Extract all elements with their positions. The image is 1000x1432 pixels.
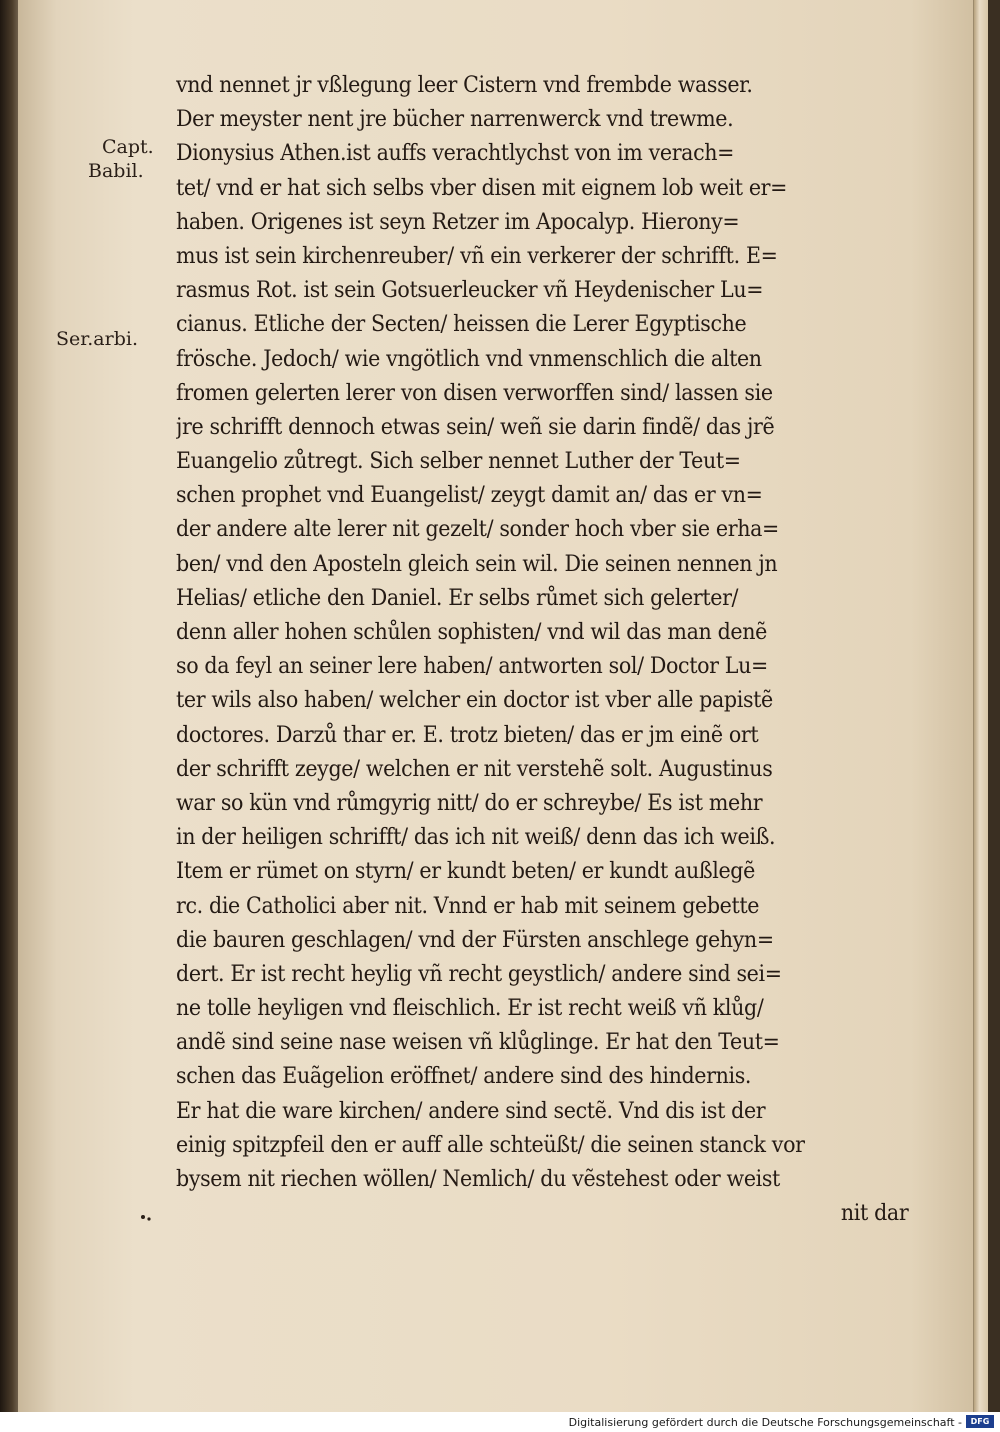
funding-note: Digitalisierung gefördert durch die Deutsche Forschungsgemeinschaft - — [568, 1416, 962, 1429]
text-line: mus ist sein kirchenreuber/ vñ ein verkerer der schrifft. E= — [176, 242, 778, 269]
margin-note: Babil. — [88, 160, 144, 182]
text-line: vnd nennet jr vßlegung leer Cistern vnd frembde wasser. — [176, 72, 753, 98]
text-line: der andere alte lerer nit gezelt/ sonder hoch vber sie erha= — [176, 516, 779, 543]
footer-bar — [0, 1412, 1000, 1432]
margin-note: Ser.arbi. — [56, 328, 138, 350]
book-spine-shadow — [0, 0, 20, 1412]
text-line: bysem nit riechen wöllen/ Nemlich/ du vẽstehest oder weist — [176, 1166, 780, 1192]
text-line: jre schrifft dennoch etwas sein/ weñ sie darin findẽ/ das jrẽ — [176, 413, 775, 440]
dfg-logo: DFG — [966, 1415, 994, 1428]
text-line: nit dar — [840, 1200, 909, 1227]
text-line: der schrifft zeyge/ welchen er nit verstehẽ solt. Augustinus — [176, 755, 773, 782]
text-line: war so kün vnd růmgyrig nitt/ do er schreybe/ Es ist mehr — [176, 789, 763, 816]
text-line: fromen gelerten lerer von disen verworffen sind/ lassen sie — [176, 379, 773, 406]
text-line: Helias/ etliche den Daniel. Er selbs růmet sich gelerter/ — [176, 584, 739, 611]
text-line: denn aller hohen schůlen sophisten/ vnd wil das man denẽ — [176, 619, 767, 645]
text-line: rc. die Catholici aber nit. Vnnd er hab mit seinem gebette — [176, 892, 760, 919]
text-line: Der meyster nent jre bücher narrenwerck vnd trewme. — [176, 106, 734, 133]
text-line: die bauren geschlagen/ vnd der Fürsten anschlege gehyn= — [176, 926, 774, 953]
text-line: schen das Euãgelion eröffnet/ andere sind des hindernis. — [176, 1063, 752, 1090]
text-line: Item er rümet on styrn/ er kundt beten/ er kundt außlegẽ — [176, 858, 755, 885]
text-line: schen prophet vnd Euangelist/ zeygt damit an/ das er vn= — [176, 482, 763, 509]
text-line: cianus. Etliche der Secten/ heissen die Lerer Egyptische — [176, 311, 747, 338]
text-line: dert. Er ist recht heylig vñ recht geystlich/ andere sind sei= — [176, 960, 782, 987]
text-line: rasmus Rot. ist sein Gotsuerleucker vñ Heydenischer Lu= — [176, 277, 764, 304]
text-line: ben/ vnd den Aposteln gleich sein wil. Die seinen nennen jn — [176, 550, 778, 577]
page-edge — [973, 0, 988, 1412]
text-line: doctores. Darzů thar er. E. trotz bieten/ das er jm einẽ ort — [176, 721, 759, 748]
text-line: ne tolle heyligen vnd fleischlich. Er ist recht weiß vñ klůg/ — [176, 995, 764, 1022]
text-line: so da feyl an seiner lere haben/ antworten sol/ Doctor Lu= — [176, 653, 768, 680]
text-line: einig spitzpfeil den er auff alle schteüßt/ die seinen stanck vor — [176, 1131, 805, 1158]
text-line: frösche. Jedoch/ wie vngötlich vnd vnmenschlich die alten — [176, 345, 762, 372]
margin-note: Capt. — [102, 136, 154, 158]
text-line: andẽ sind seine nase weisen vñ klůglinge. Er hat den Teut= — [176, 1029, 780, 1056]
text-line: Er hat die ware kirchen/ andere sind sectẽ. Vnd dis ist der — [176, 1097, 766, 1124]
body-text — [176, 68, 946, 1230]
ink-speck — [140, 1214, 154, 1222]
text-line: Dionysius Athen.ist auffs verachtlychst von im verach= — [176, 140, 735, 167]
text-line: ter wils also haben/ welcher ein doctor ist vber alle papistẽ — [176, 687, 773, 714]
text-line: haben. Origenes ist seyn Retzer im Apocalyp. Hierony= — [176, 208, 740, 235]
text-line: in der heiligen schrifft/ das ich nit weiß/ denn das ich weiß. — [176, 824, 776, 851]
text-line: tet/ vnd er hat sich selbs vber disen mit eignem lob weit er= — [176, 174, 788, 201]
text-line: Euangelio zůtregt. Sich selber nennet Luther der Teut= — [176, 448, 741, 475]
